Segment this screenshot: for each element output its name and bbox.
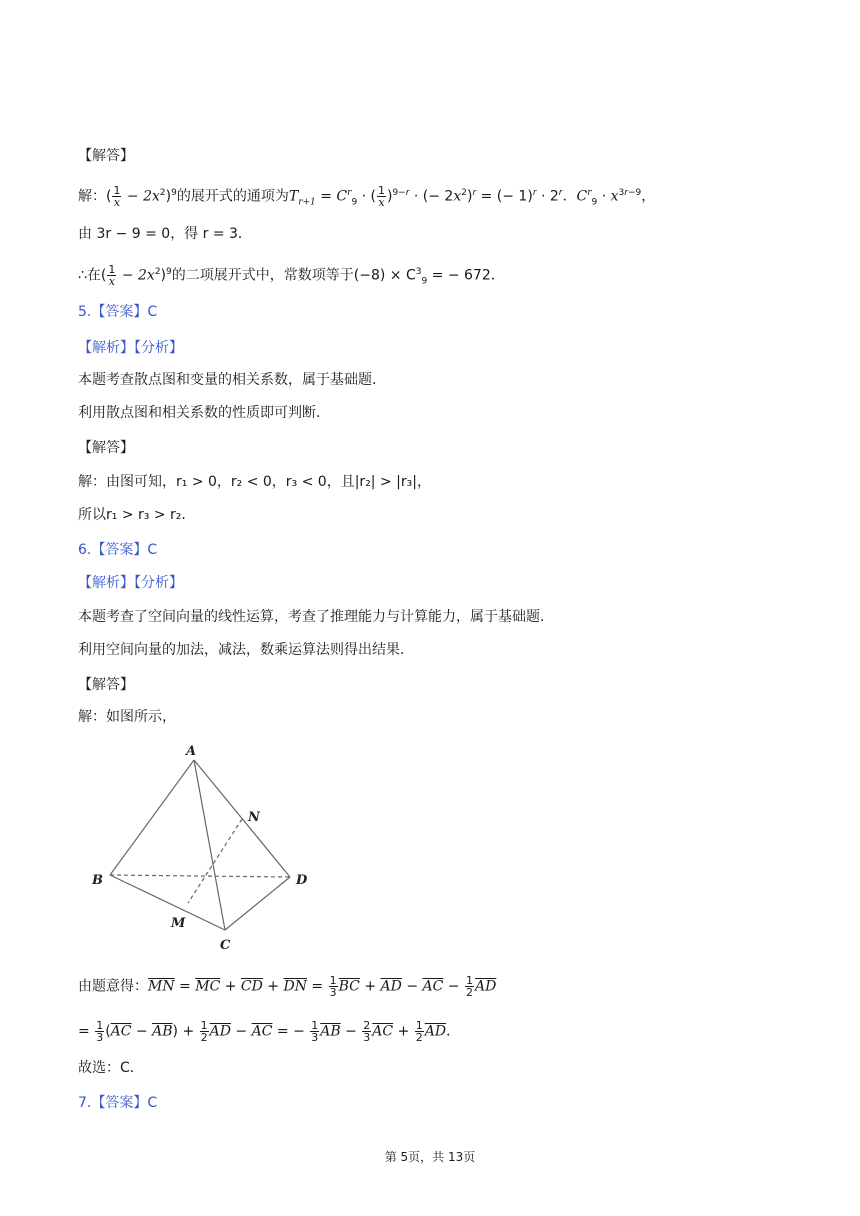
- text-6a: 本题考查了空间向量的线性运算，考查了推理能力与计算能力，属于基础题．: [78, 609, 554, 625]
- analysis-header-6: 【解析】【分析】: [78, 575, 183, 591]
- answer-header-3: 【解答】: [78, 677, 134, 693]
- answer-7: 7.【答案】C: [78, 1095, 158, 1111]
- text-5b: 利用散点图和相关系数的性质即可判断．: [78, 405, 330, 421]
- general-term-line: 解：( $\frac{1}{x}$ − $2x^2)^9$的展开式的通项为$T_{r+1} = C^r_9$ · ( $\frac{1}{x}$ )$^{9-r}$ · (− $2x^2)^r$ = (− $1)^r \cdot 2^r$．$C^r_9 \cdot x^{3r-9}$，: [78, 184, 656, 210]
- answer-header: 【解答】: [78, 148, 134, 164]
- label-B: B: [92, 873, 103, 888]
- tetrahedron-figure: [80, 735, 340, 960]
- answer-header-2: 【解答】: [78, 440, 134, 456]
- vector-equation-2: = $\frac{1}{3}$ $(\overline{AC} - \overline{AB})$ + $\frac{1}{2}$ $\overline{AD} - \overline{AC}$ = − $\frac{1}{3}$ $\overline{AB}$ − $\frac{2}{3}$ $\overline{AC}$ + $\frac{1}{2}$ $\overline{AD}$．: [78, 1019, 461, 1044]
- constant-term-line: ∴在( $\frac{1}{x}$ − $2x^2)^9$的二项展开式中，常数项等于$(-8) \times C^3_9$ = − 672．: [78, 263, 505, 289]
- answer-5: 5.【答案】C: [78, 304, 158, 320]
- solution-6-intro: 解：如图所示，: [78, 709, 176, 725]
- text-5a: 本题考查散点图和变量的相关系数，属于基础题．: [78, 372, 386, 388]
- label-M: M: [171, 916, 186, 931]
- label-D: D: [296, 873, 308, 888]
- vector-equation-1: 由题意得：$\overline{MN} = \overline{MC} + \overline{CD} + \overline{DN}$ = $\frac{1}{3}$ $\overline{BC} + \overline{AD} - \overline{AC}$ − $\frac{1}{2}$ $\overline{AD}$: [78, 974, 497, 999]
- choice-line: 故选：C．: [78, 1060, 144, 1076]
- text-6b: 利用空间向量的加法，减法，数乘运算法则得出结果．: [78, 642, 414, 658]
- solution-5a: 解：由图可知，r₁ > 0，r₂ < 0，r₃ < 0，且|r₂| > |r₃|，: [78, 474, 431, 490]
- label-C: C: [220, 938, 231, 953]
- analysis-header-5: 【解析】【分析】: [78, 340, 183, 356]
- solve-r-line: 由 3r − 9 = 0，得 r = 3．: [78, 226, 252, 242]
- solution-5b: 所以r₁ > r₃ > r₂．: [78, 507, 196, 523]
- label-A: A: [186, 744, 197, 759]
- page-footer: 第 5页，共 13页: [384, 1150, 476, 1164]
- answer-6: 6.【答案】C: [78, 542, 158, 558]
- label-N: N: [248, 810, 260, 825]
